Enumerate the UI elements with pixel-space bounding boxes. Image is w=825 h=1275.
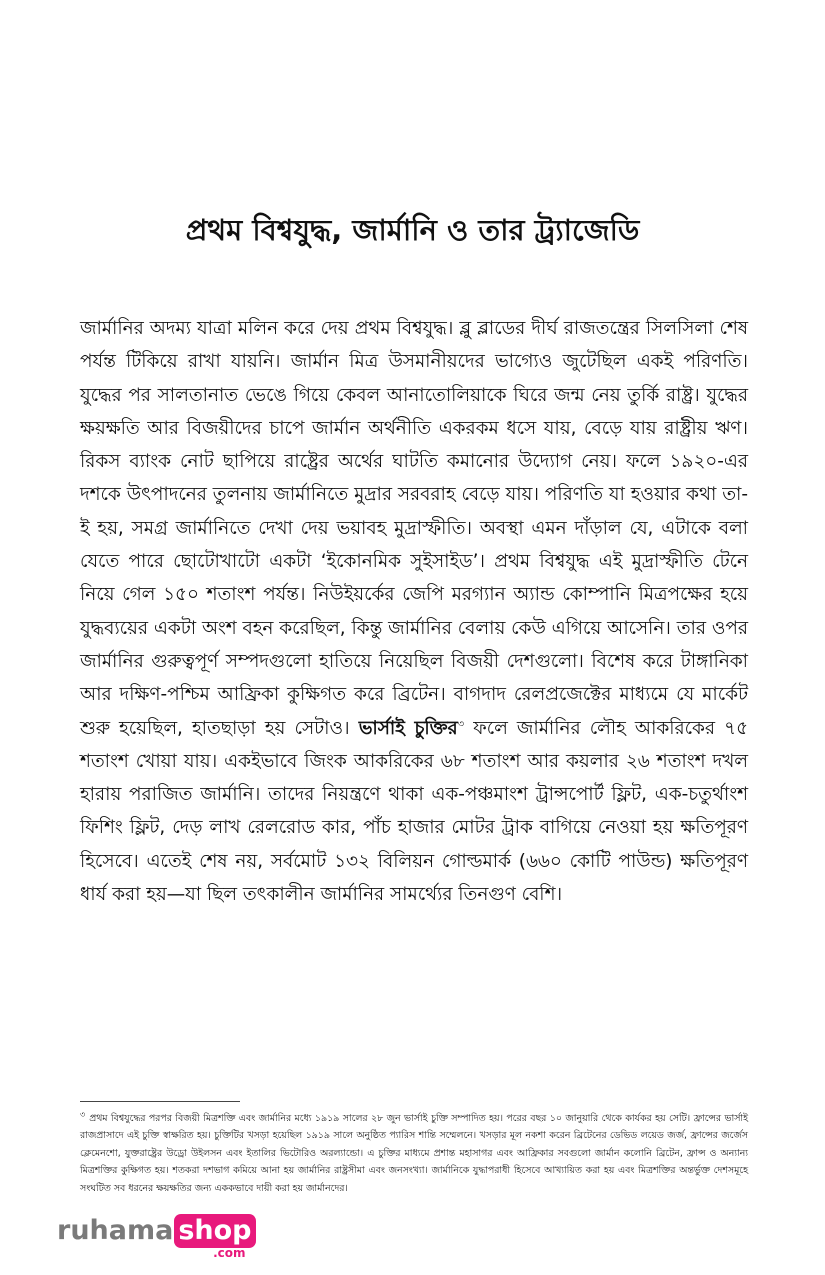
paragraph-text-end: ফলে জার্মানির লৌহ আকরিকের ৭৫ শতাংশ খোয়া যায়। একইভাবে জিংক আকরিকের ৬৮ শতাংশ আর কয়লার ২৬ শতাংশ দখল হারায় পরাজিত জার্মানি। তাদের নিয়ন্ত্রণে থাকা এক-পঞ্চমাংশ ট্রান্সপোর্ট ফ্লিট, এক-চতুর্থাংশ ফিশিং ফ্লিট, দেড় লাখ রেলরোড কার, পাঁচ হাজার মোটর ট্রাক বাগিয়ে নেওয়া হয় ক্ষতিপূরণ হিসেবে। এতেই শেষ নয়, সর্বমোট ১৩২ বিলিয়ন গোল্ডমার্ক (৬৬০ কোটি পাউন্ড) ক্ষতিপূরণ ধার্য করা হয়—যা ছিল তৎকালীন জার্মানির সামর্থ্যের তিনগুণ বেশি। [80, 717, 748, 906]
logo-word-shop: shop [178, 1215, 252, 1246]
page-title: প্রথম বিশ্বযুদ্ধ, জার্মানি ও তার ট্র্যাজেডি [185, 213, 640, 247]
body-paragraph [80, 312, 748, 911]
footnote-text: প্রথম বিশ্বযুদ্ধের পরপর বিজয়ী মিত্রশক্তি এবং জার্মানির মধ্যে ১৯১৯ সালের ২৮ জুন ভার্সাই চুক্তি সম্পাদিত হয়। পরের বছর ১০ জানুয়ারি থেকে কার্যকর হয় সেটি। ফ্রান্সের ভার্সাই রাজপ্রাসাদে এই চুক্তি স্বাক্ষরিত হয়। চুক্তিটির খসড়া হয়েছিল ১৯১৯ সালে অনুষ্ঠিত প্যারিস শান্তি সম্মেলনে। খসড়ার মূল নকশা করেন ব্রিটেনের ডেভিড লয়েড জর্জ, ফ্রান্সের জর্জেস ক্লেমেনশো, যুক্তরাষ্ট্রের উড্রো উইলসন এবং ইতালির ভিটোরিও অরল্যান্ডো। এ চুক্তির মাধ্যমে প্রশান্ত মহাসাগর এবং আফ্রিকার সবগুলো জার্মান কলোনি ব্রিটেন, ফ্রান্স ও অন্যান্য মিত্রশক্তির কুক্ষিগত হয়। শতকরা দশভাগ কমিয়ে আনা হয় জার্মানির রাষ্ট্রসীমা এবং জনসংখ্যা। জার্মানিকে যুদ্ধাপরাধী হিসেবে আখ্যায়িত করা হয় এবং মিত্রশক্তির অন্তর্ভুক্ত দেশসমূহে সংঘটিত সব ধরনের ক্ষয়ক্ষতির জন্য এককভাবে দায়ী করা হয় জার্মানদের। [80, 1113, 748, 1194]
paragraph-text-start: জার্মানির অদম্য যাত্রা মলিন করে দেয় প্রথম বিশ্বযুদ্ধ। ব্লু ব্লাডের দীর্ঘ রাজতন্ত্রের সিলসিলা শেষ পর্যন্ত টিকিয়ে রাখা যায়নি। জার্মান মিত্র উসমানীয়দের ভাগ্যেও জুটেছিল একই পরিণতি। যুদ্ধের পর সালতানাত ভেঙে গিয়ে কেবল আনাতোলিয়াকে ঘিরে জন্ম নেয় তুর্কি রাষ্ট্র। যুদ্ধের ক্ষয়ক্ষতি আর বিজয়ীদের চাপে জার্মান অর্থনীতি একরকম ধসে যায়, বেড়ে যায় রাষ্ট্রীয় ঋণ। রিকস ব্যাংক নোট ছাপিয়ে রাষ্ট্রের অর্থের ঘাটতি কমানোর উদ্যোগ নেয়। ফলে ১৯২০-এর দশকে উৎপাদনের তুলনায় জার্মানিতে মুদ্রার সরবরাহ বেড়ে যায়। পরিণতি যা হওয়ার কথা তা-ই হয়, সমগ্র জার্মানিতে দেখা দেয় ভয়াবহ মুদ্রাস্ফীতি। অবস্থা এমন দাঁড়াল যে, এটাকে বলা যেতে পারে ছোটোখাটো একটা ‘ইকোনমিক সুইসাইড’। প্রথম বিশ্বযুদ্ধ এই মুদ্রাস্ফীতি টেনে নিয়ে গেল ১৫০ শতাংশ পর্যন্ত। নিউইয়র্কের জেপি মরগ্যান অ্যান্ড কোম্পানি মিত্রপক্ষের হয়ে যুদ্ধব্যয়ের একটা অংশ বহন করেছিল, কিন্তু জার্মানির বেলায় কেউ এগিয়ে আসেনি। তার ওপর জার্মানির গুরুত্বপূর্ণ সম্পদগুলো হাতিয়ে নিয়েছিল বিজয়ী দেশগুলো। বিশেষ করে টাঙ্গানিকা আর দক্ষিণ-পশ্চিম আফ্রিকা কুক্ষিগত করে ব্রিটেন। বাগদাদ রেলপ্রজেক্টের মাধ্যমে যে মার্কেট শুরু হয়েছিল, হাতছাড়া হয় সেটাও। [80, 318, 748, 739]
footnote-reference[interactable]: ৩ [457, 718, 465, 730]
logo-word-ruhama: ruhama [57, 1215, 174, 1246]
logo-domain: .com [213, 1246, 246, 1260]
publisher-logo [57, 1214, 256, 1258]
footnote-divider [80, 1101, 240, 1102]
bold-term: ভার্সাই চুক্তির [358, 717, 458, 739]
logo-shop-badge [174, 1214, 255, 1260]
footnote [80, 1110, 748, 1197]
footnote-number: ৩ [80, 1109, 86, 1119]
